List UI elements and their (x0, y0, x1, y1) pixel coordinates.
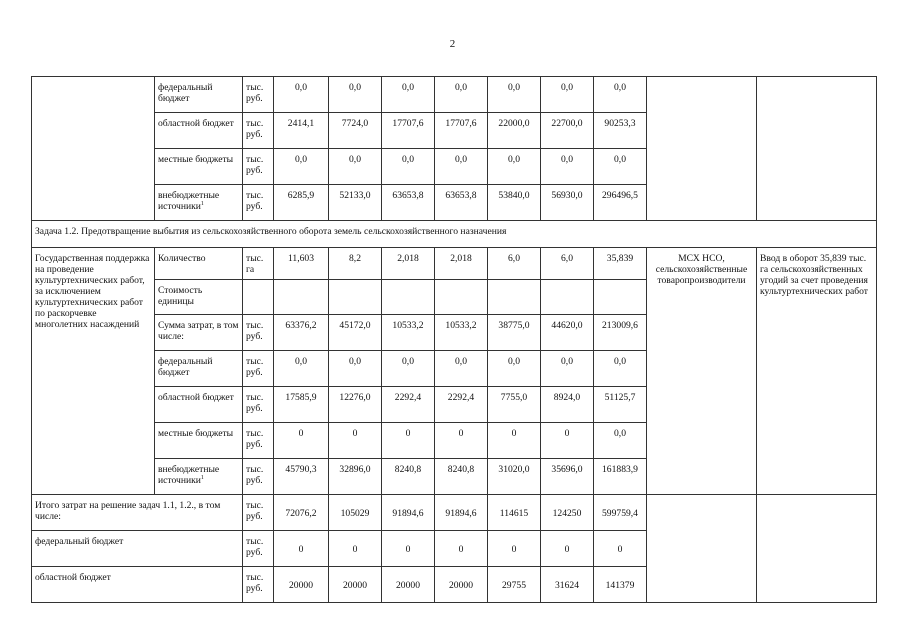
value-cell: 31020,0 (488, 459, 541, 495)
value-cell: 2414,1 (274, 113, 329, 149)
value-cell: 0,0 (541, 77, 594, 113)
value-cell: 2292,4 (382, 387, 435, 423)
value-cell (594, 280, 647, 315)
value-cell: 0,0 (274, 351, 329, 387)
value-cell: 20000 (274, 567, 329, 603)
footnote-mark: 1 (200, 200, 204, 207)
value-cell: 0,0 (382, 351, 435, 387)
value-cell: 17585,9 (274, 387, 329, 423)
value-cell: 90253,3 (594, 113, 647, 149)
value-cell: 22000,0 (488, 113, 541, 149)
value-cell: 0,0 (382, 149, 435, 185)
value-cell: 17707,6 (382, 113, 435, 149)
source-label: федеральный бюджет (155, 351, 243, 387)
value-cell: 52133,0 (329, 185, 382, 221)
table-row (32, 495, 877, 531)
footnote-mark: 1 (200, 474, 204, 481)
source-label (155, 185, 243, 221)
value-cell: 91894,6 (382, 495, 435, 531)
value-cell: 0,0 (435, 351, 488, 387)
value-cell: 0,0 (594, 149, 647, 185)
value-cell: 0 (329, 423, 382, 459)
value-cell: 0,0 (274, 149, 329, 185)
value-cell: 0,0 (594, 77, 647, 113)
value-cell: 161883,9 (594, 459, 647, 495)
value-cell: 0 (329, 531, 382, 567)
value-cell: 0,0 (329, 149, 382, 185)
unit-cell: тыс. руб. (243, 113, 274, 149)
value-cell: 296496,5 (594, 185, 647, 221)
value-cell: 20000 (329, 567, 382, 603)
value-cell: 35696,0 (541, 459, 594, 495)
result-cell (757, 495, 877, 603)
unit-cell: тыс. руб. (243, 567, 274, 603)
value-cell: 8240,8 (435, 459, 488, 495)
value-cell: 91894,6 (435, 495, 488, 531)
value-cell: 51125,7 (594, 387, 647, 423)
unit-cell: тыс. руб. (243, 149, 274, 185)
table-row (32, 77, 877, 113)
value-cell: 7724,0 (329, 113, 382, 149)
value-cell: 2,018 (435, 248, 488, 280)
value-cell: 53840,0 (488, 185, 541, 221)
value-cell: 0,0 (594, 351, 647, 387)
measure-cell: Государственная поддержка на проведение культуртехнических работ, за исключением культуртехнических работ по раскорчевке многолетних насаждений (32, 248, 155, 495)
value-cell: 0,0 (541, 351, 594, 387)
executor-cell: МСХ НСО, сельскохозяйственные товаропроизводители (647, 248, 757, 495)
value-cell: 7755,0 (488, 387, 541, 423)
source-label: федеральный бюджет (155, 77, 243, 113)
value-cell: 63376,2 (274, 315, 329, 351)
value-cell: 22700,0 (541, 113, 594, 149)
value-cell: 0,0 (594, 423, 647, 459)
table-row (32, 248, 877, 280)
value-cell: 29755 (488, 567, 541, 603)
unit-cell (243, 280, 274, 315)
totals-federal-label: федеральный бюджет (32, 531, 243, 567)
value-cell: 0,0 (435, 149, 488, 185)
value-cell: 0,0 (329, 77, 382, 113)
cell-label: внебюджетные источники (158, 190, 220, 212)
executor-cell (647, 495, 757, 603)
source-label: местные бюджеты (155, 149, 243, 185)
value-cell (382, 280, 435, 315)
value-cell: 141379 (594, 567, 647, 603)
unit-cell: тыс. руб. (243, 351, 274, 387)
value-cell: 0,0 (488, 351, 541, 387)
value-cell: 105029 (329, 495, 382, 531)
value-cell (435, 280, 488, 315)
value-cell: 8240,8 (382, 459, 435, 495)
measure-cell (32, 77, 155, 221)
value-cell: 72076,2 (274, 495, 329, 531)
result-cell (757, 77, 877, 221)
value-cell: 0 (435, 423, 488, 459)
source-label: местные бюджеты (155, 423, 243, 459)
value-cell: 45790,3 (274, 459, 329, 495)
unit-cell: тыс. га (243, 248, 274, 280)
value-cell: 0 (541, 531, 594, 567)
value-cell: 32896,0 (329, 459, 382, 495)
indicator-label: Сумма затрат, в том числе: (155, 315, 243, 351)
value-cell: 0 (382, 423, 435, 459)
page-number: 2 (449, 38, 456, 50)
value-cell: 31624 (541, 567, 594, 603)
value-cell: 6285,9 (274, 185, 329, 221)
unit-cell: тыс. руб. (243, 387, 274, 423)
value-cell: 20000 (435, 567, 488, 603)
value-cell: 12276,0 (329, 387, 382, 423)
task-heading: Задача 1.2. Предотвращение выбытия из сельскохозяйственного оборота земель сельскохозяйственного назначения (32, 221, 877, 248)
value-cell (488, 280, 541, 315)
unit-cell: тыс. руб. (243, 423, 274, 459)
result-cell: Ввод в оборот 35,839 тыс. га сельскохозяйственных угодий за счет проведения культуртехнических работ (757, 248, 877, 495)
totals-label: Итого затрат на решение задач 1.1, 1.2., в том числе: (32, 495, 243, 531)
value-cell: 63653,8 (435, 185, 488, 221)
value-cell: 8924,0 (541, 387, 594, 423)
value-cell: 10533,2 (382, 315, 435, 351)
value-cell: 11,603 (274, 248, 329, 280)
unit-cell: тыс. руб. (243, 531, 274, 567)
value-cell: 45172,0 (329, 315, 382, 351)
unit-cell: тыс. руб. (243, 185, 274, 221)
value-cell: 8,2 (329, 248, 382, 280)
value-cell: 0 (274, 423, 329, 459)
source-label: областной бюджет (155, 113, 243, 149)
value-cell (329, 280, 382, 315)
value-cell: 10533,2 (435, 315, 488, 351)
value-cell: 2292,4 (435, 387, 488, 423)
unit-cell: тыс. руб. (243, 459, 274, 495)
cell-label: внебюджетные источники (158, 464, 220, 486)
value-cell: 6,0 (541, 248, 594, 280)
value-cell: 2,018 (382, 248, 435, 280)
value-cell: 56930,0 (541, 185, 594, 221)
executor-cell (647, 77, 757, 221)
value-cell: 38775,0 (488, 315, 541, 351)
value-cell: 0,0 (329, 351, 382, 387)
value-cell: 0,0 (382, 77, 435, 113)
value-cell: 114615 (488, 495, 541, 531)
unit-cell: тыс. руб. (243, 77, 274, 113)
totals-regional-label: областной бюджет (32, 567, 243, 603)
value-cell: 599759,4 (594, 495, 647, 531)
value-cell (274, 280, 329, 315)
value-cell: 0,0 (488, 77, 541, 113)
indicator-label: Количество (155, 248, 243, 280)
value-cell: 6,0 (488, 248, 541, 280)
value-cell: 0,0 (435, 77, 488, 113)
value-cell: 0 (488, 531, 541, 567)
value-cell: 0 (435, 531, 488, 567)
value-cell: 213009,6 (594, 315, 647, 351)
value-cell: 0 (594, 531, 647, 567)
source-label (155, 459, 243, 495)
unit-cell: тыс. руб. (243, 495, 274, 531)
value-cell: 20000 (382, 567, 435, 603)
budget-table (31, 76, 877, 603)
value-cell: 0,0 (488, 149, 541, 185)
table-row (32, 221, 877, 248)
value-cell: 35,839 (594, 248, 647, 280)
value-cell: 44620,0 (541, 315, 594, 351)
value-cell: 0 (541, 423, 594, 459)
source-label: областной бюджет (155, 387, 243, 423)
unit-cell: тыс. руб. (243, 315, 274, 351)
indicator-label: Стоимость единицы (155, 280, 243, 315)
value-cell: 0,0 (541, 149, 594, 185)
value-cell (541, 280, 594, 315)
table-body (32, 77, 877, 603)
value-cell: 124250 (541, 495, 594, 531)
value-cell: 0 (488, 423, 541, 459)
value-cell: 63653,8 (382, 185, 435, 221)
value-cell: 0,0 (274, 77, 329, 113)
value-cell: 0 (274, 531, 329, 567)
value-cell: 17707,6 (435, 113, 488, 149)
value-cell: 0 (382, 531, 435, 567)
